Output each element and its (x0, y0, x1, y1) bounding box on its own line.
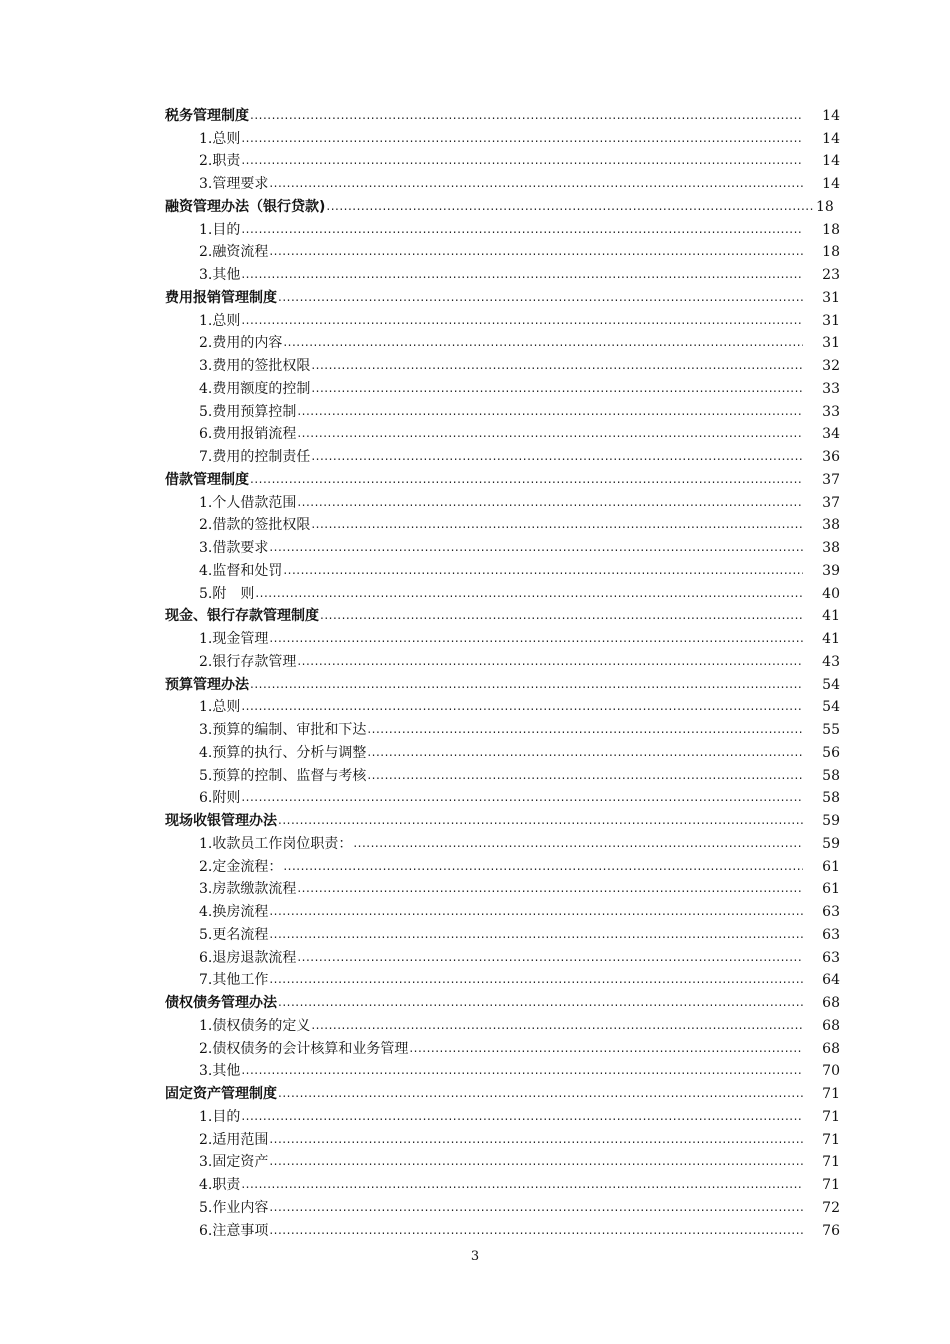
toc-entry-page-number: 71 (822, 1131, 840, 1148)
toc-entry-page-number: 71 (822, 1086, 840, 1102)
toc-entry-title: 6.附则 (199, 790, 241, 807)
toc-leader-dots (311, 380, 803, 398)
toc-entry-page-number: 58 (822, 790, 840, 807)
toc-entry-page-number: 61 (822, 858, 840, 875)
toc-subsection-entry[interactable] (165, 443, 840, 466)
toc-entry-page-number: 18 (816, 198, 834, 215)
toc-entry-title: 4.费用额度的控制 (199, 380, 311, 397)
toc-entry-page-number: 14 (822, 107, 840, 124)
toc-entry-title: 5.预算的控制、监督与考核 (199, 767, 367, 784)
toc-entry-title: 1.现金管理 (199, 631, 269, 647)
toc-entry-title: 7.其他工作 (199, 972, 269, 989)
toc-entry-title: 5.作业内容 (199, 1199, 269, 1216)
toc-leader-dots (241, 152, 803, 170)
toc-entry-title: 4.监督和处罚 (199, 562, 283, 579)
toc-entry-page-number: 41 (822, 608, 840, 625)
toc-subsection-entry[interactable] (165, 1171, 840, 1194)
toc-entry-title: 5.更名流程 (199, 926, 269, 943)
toc-entry-title: 2.借款的签批权限 (199, 517, 311, 534)
toc-entry-page-number: 31 (822, 312, 840, 329)
toc-subsection-entry[interactable] (165, 853, 840, 876)
toc-entry-page-number: 34 (822, 426, 840, 443)
toc-leader-dots (241, 312, 803, 330)
toc-section-entry[interactable] (165, 671, 840, 694)
toc-section-entry[interactable] (165, 284, 840, 307)
toc-entry-title: 固定资产管理制度 (165, 1086, 277, 1102)
toc-section-entry[interactable] (165, 989, 840, 1012)
toc-subsection-entry[interactable] (165, 785, 840, 808)
toc-entry-title: 1.总则 (199, 130, 241, 147)
toc-section-entry[interactable] (165, 466, 840, 489)
toc-leader-dots (269, 1153, 803, 1171)
toc-entry-title: 3.其他 (199, 1063, 241, 1080)
toc-entry-page-number: 64 (822, 972, 840, 989)
toc-leader-dots (269, 971, 803, 989)
toc-entry-title: 1.收款员工作岗位职责： (199, 835, 353, 852)
toc-entry-page-number: 31 (822, 335, 840, 352)
toc-entry-title: 1.目的 (199, 221, 241, 238)
toc-entry-title: 4.职责 (199, 1177, 241, 1193)
toc-section-entry[interactable] (165, 807, 840, 830)
toc-leader-dots (297, 949, 803, 967)
toc-subsection-entry[interactable] (165, 944, 840, 967)
toc-subsection-entry[interactable] (165, 876, 840, 899)
toc-entry-page-number: 68 (822, 1040, 840, 1057)
toc-subsection-entry[interactable] (165, 1103, 840, 1126)
toc-entry-page-number: 37 (822, 494, 840, 511)
toc-entry-page-number: 71 (822, 1177, 840, 1193)
toc-entry-title: 3.费用的签批权限 (199, 358, 311, 374)
toc-leader-dots (269, 243, 803, 261)
toc-entry-title: 2.适用范围 (199, 1131, 269, 1148)
toc-entry-page-number: 63 (822, 904, 840, 920)
toc-subsection-entry[interactable] (165, 1012, 840, 1035)
toc-entry-title: 预算管理办法 (165, 676, 249, 693)
toc-entry-page-number: 18 (822, 244, 840, 261)
toc-leader-dots (311, 516, 803, 534)
toc-entry-page-number: 76 (822, 1222, 840, 1239)
toc-entry-page-number: 54 (822, 699, 840, 716)
toc-subsection-entry[interactable] (165, 239, 840, 262)
toc-entry-page-number: 59 (822, 835, 840, 852)
toc-leader-dots (269, 630, 803, 648)
toc-entry-title: 税务管理制度 (165, 107, 249, 124)
toc-entry-title: 4.预算的执行、分析与调整 (199, 744, 367, 761)
toc-leader-dots (297, 425, 803, 443)
toc-leader-dots (269, 175, 803, 193)
toc-leader-dots (297, 403, 803, 421)
toc-section-entry[interactable] (165, 603, 840, 626)
toc-entry-title: 5.费用预算控制 (199, 403, 297, 420)
toc-entry-title: 1.个人借款范围 (199, 494, 297, 511)
toc-leader-dots (283, 858, 803, 876)
toc-entry-title: 2.银行存款管理 (199, 653, 297, 670)
toc-entry-title: 1.总则 (199, 699, 241, 716)
toc-subsection-entry[interactable] (165, 716, 840, 739)
toc-entry-page-number: 37 (822, 471, 840, 488)
toc-leader-dots (250, 471, 803, 489)
toc-leader-dots (278, 812, 803, 830)
toc-entry-page-number: 41 (822, 631, 840, 647)
toc-entry-title: 现场收银管理办法 (165, 813, 277, 829)
toc-entry-page-number: 68 (822, 1017, 840, 1034)
toc-leader-dots (241, 1108, 803, 1126)
toc-leader-dots (311, 448, 803, 466)
toc-entry-page-number: 33 (822, 403, 840, 420)
toc-leader-dots (269, 1199, 803, 1217)
toc-leader-dots (269, 926, 803, 944)
toc-entry-title: 现金、银行存款管理制度 (165, 608, 319, 625)
toc-leader-dots (283, 562, 803, 580)
toc-subsection-entry[interactable] (165, 1058, 840, 1081)
toc-entry-title: 融资管理办法（银行贷款) (165, 198, 326, 215)
page-number-footer: 3 (470, 1249, 480, 1264)
toc-entry-title: 2.费用的内容 (199, 335, 283, 352)
toc-subsection-entry[interactable] (165, 580, 840, 603)
toc-leader-dots (297, 880, 803, 898)
toc-subsection-entry[interactable] (165, 1126, 840, 1149)
toc-leader-dots (326, 198, 815, 216)
toc-leader-dots (278, 1085, 803, 1103)
toc-entry-title: 1.债权债务的定义 (199, 1017, 311, 1034)
toc-leader-dots (311, 1017, 803, 1035)
toc-leader-dots (320, 607, 803, 625)
toc-subsection-entry[interactable] (165, 557, 840, 580)
toc-entry-title: 3.其他 (199, 267, 241, 283)
toc-leader-dots (255, 585, 803, 603)
toc-entry-page-number: 56 (822, 744, 840, 761)
toc-entry-title: 7.费用的控制责任 (199, 449, 311, 465)
toc-entry-title: 费用报销管理制度 (165, 289, 277, 306)
toc-subsection-entry[interactable] (165, 1194, 840, 1217)
toc-leader-dots (367, 744, 803, 762)
toc-subsection-entry[interactable] (165, 261, 840, 284)
toc-leader-dots (297, 494, 803, 512)
toc-subsection-entry[interactable] (165, 967, 840, 990)
toc-subsection-entry[interactable] (165, 216, 840, 239)
toc-leader-dots (269, 539, 803, 557)
toc-leader-dots (269, 1222, 803, 1240)
toc-entry-title: 6.费用报销流程 (199, 426, 297, 443)
toc-subsection-entry[interactable] (165, 489, 840, 512)
toc-entry-page-number: 72 (822, 1199, 840, 1216)
table-of-contents (165, 102, 840, 1240)
toc-subsection-entry[interactable] (165, 1217, 840, 1240)
toc-subsection-entry[interactable] (165, 648, 840, 671)
toc-subsection-entry[interactable] (165, 307, 840, 330)
toc-entry-page-number: 63 (822, 949, 840, 966)
toc-leader-dots (278, 289, 803, 307)
toc-subsection-entry[interactable] (165, 1149, 840, 1172)
toc-subsection-entry[interactable] (165, 421, 840, 444)
toc-leader-dots (269, 1131, 803, 1149)
toc-entry-title: 债权债务管理办法 (165, 995, 277, 1011)
toc-entry-page-number: 70 (822, 1063, 840, 1080)
toc-entry-title: 3.固定资产 (199, 1154, 269, 1171)
toc-section-entry[interactable] (165, 193, 840, 216)
toc-entry-page-number: 14 (822, 153, 840, 170)
toc-entry-title: 1.总则 (199, 312, 241, 329)
toc-entry-page-number: 58 (822, 767, 840, 784)
toc-entry-page-number: 38 (822, 517, 840, 534)
toc-subsection-entry[interactable] (165, 352, 840, 375)
toc-subsection-entry[interactable] (165, 625, 840, 648)
toc-entry-title: 3.借款要求 (199, 540, 269, 556)
toc-entry-title: 4.换房流程 (199, 904, 269, 920)
toc-subsection-entry[interactable] (165, 512, 840, 535)
toc-subsection-entry[interactable] (165, 148, 840, 171)
toc-leader-dots (241, 221, 803, 239)
toc-subsection-entry[interactable] (165, 330, 840, 353)
toc-subsection-entry[interactable] (165, 125, 840, 148)
toc-entry-title: 2.融资流程 (199, 244, 269, 261)
toc-entry-page-number: 71 (822, 1154, 840, 1171)
toc-leader-dots (367, 767, 803, 785)
toc-entry-page-number: 39 (822, 562, 840, 579)
toc-entry-page-number: 40 (822, 585, 840, 602)
toc-leader-dots (250, 107, 803, 125)
toc-entry-page-number: 18 (822, 221, 840, 238)
toc-entry-page-number: 32 (822, 358, 840, 374)
toc-entry-title: 3.房款缴款流程 (199, 881, 297, 898)
toc-leader-dots (250, 676, 803, 694)
toc-entry-title: 6.注意事项 (199, 1222, 269, 1239)
toc-leader-dots (297, 653, 803, 671)
toc-leader-dots (283, 334, 803, 352)
toc-subsection-entry[interactable] (165, 534, 840, 557)
toc-entry-page-number: 36 (822, 449, 840, 465)
toc-leader-dots (241, 1062, 803, 1080)
toc-entry-title: 1.目的 (199, 1108, 241, 1125)
toc-leader-dots (241, 266, 803, 284)
toc-entry-page-number: 54 (822, 676, 840, 693)
toc-subsection-entry[interactable] (165, 694, 840, 717)
toc-entry-title: 2.定金流程： (199, 858, 283, 875)
toc-entry-title: 3.预算的编制、审批和下达 (199, 722, 367, 738)
toc-entry-title: 6.退房退款流程 (199, 949, 297, 966)
toc-leader-dots (278, 994, 803, 1012)
toc-entry-page-number: 61 (822, 881, 840, 898)
toc-leader-dots (311, 357, 803, 375)
toc-subsection-entry[interactable] (165, 921, 840, 944)
toc-entry-page-number: 33 (822, 380, 840, 397)
toc-subsection-entry[interactable] (165, 830, 840, 853)
toc-entry-page-number: 31 (822, 289, 840, 306)
toc-entry-page-number: 63 (822, 926, 840, 943)
toc-leader-dots (241, 1176, 803, 1194)
toc-entry-page-number: 38 (822, 540, 840, 556)
toc-section-entry[interactable] (165, 102, 840, 125)
toc-entry-page-number: 71 (822, 1108, 840, 1125)
toc-leader-dots (269, 903, 803, 921)
toc-subsection-entry[interactable] (165, 898, 840, 921)
toc-entry-title: 5.附 则 (199, 585, 255, 602)
toc-entry-page-number: 23 (822, 267, 840, 283)
toc-entry-page-number: 14 (822, 130, 840, 147)
toc-subsection-entry[interactable] (165, 170, 840, 193)
toc-entry-page-number: 68 (822, 995, 840, 1011)
toc-subsection-entry[interactable] (165, 1035, 840, 1058)
toc-entry-page-number: 14 (822, 176, 840, 192)
toc-entry-title: 3.管理要求 (199, 176, 269, 192)
toc-subsection-entry[interactable] (165, 398, 840, 421)
toc-leader-dots (241, 698, 803, 716)
toc-entry-title: 借款管理制度 (165, 471, 249, 488)
toc-entry-page-number: 59 (822, 813, 840, 829)
toc-subsection-entry[interactable] (165, 739, 840, 762)
toc-entry-title: 2.职责 (199, 153, 241, 170)
toc-leader-dots (409, 1040, 803, 1058)
toc-leader-dots (353, 835, 803, 853)
toc-leader-dots (367, 721, 803, 739)
toc-subsection-entry[interactable] (165, 375, 840, 398)
toc-section-entry[interactable] (165, 1080, 840, 1103)
toc-entry-page-number: 55 (822, 722, 840, 738)
toc-entry-title: 2.债权债务的会计核算和业务管理 (199, 1040, 409, 1057)
toc-subsection-entry[interactable] (165, 762, 840, 785)
toc-leader-dots (241, 130, 803, 148)
toc-entry-page-number: 43 (822, 653, 840, 670)
toc-leader-dots (241, 789, 803, 807)
